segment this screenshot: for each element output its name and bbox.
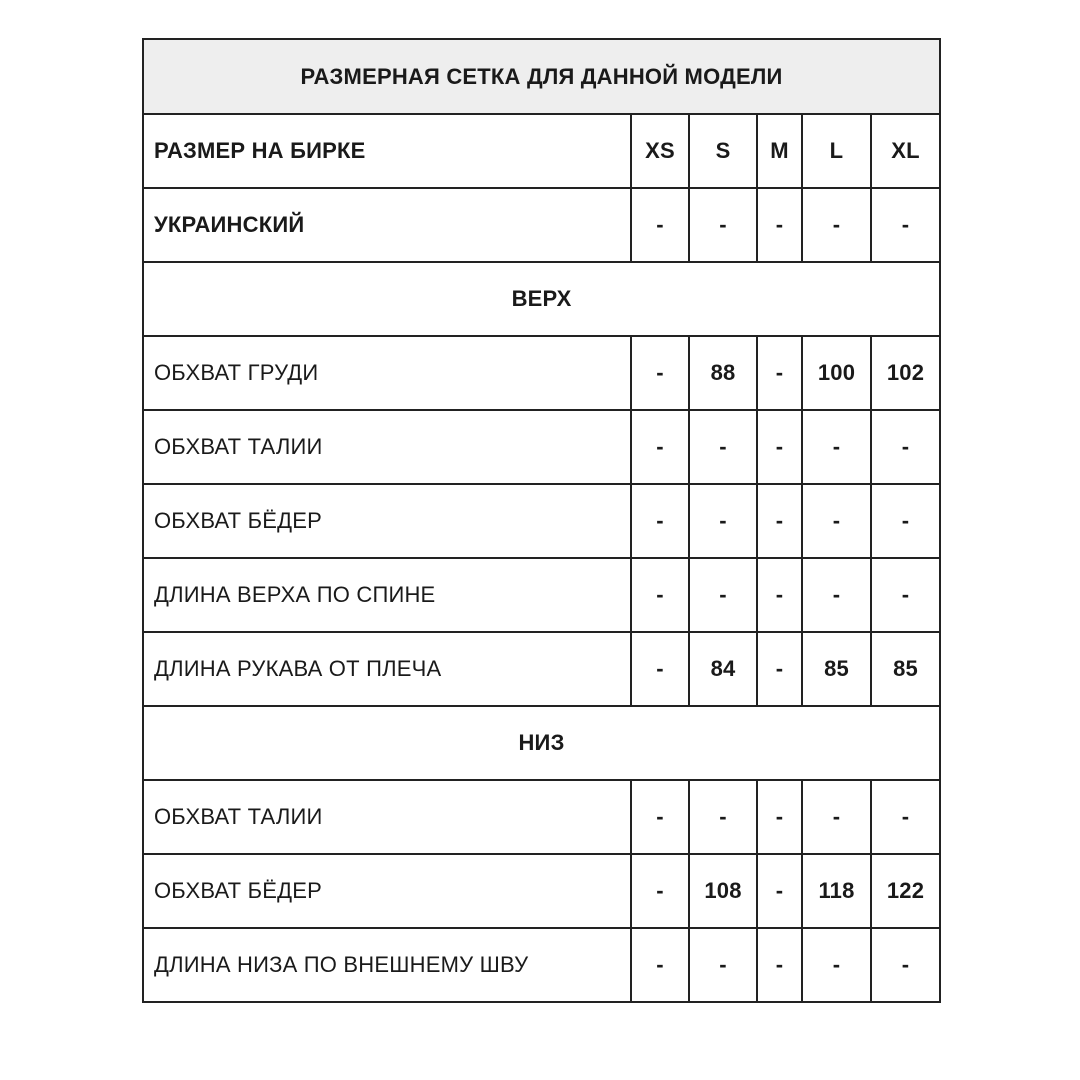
- table-cell: -: [871, 188, 940, 262]
- section-title-bottom: НИЗ: [143, 706, 940, 780]
- table-cell: 100: [802, 336, 871, 410]
- table-cell: -: [631, 780, 689, 854]
- table-cell: 84: [689, 632, 757, 706]
- table-cell: 85: [802, 632, 871, 706]
- size-header-xs: XS: [631, 114, 689, 188]
- table-cell: -: [802, 558, 871, 632]
- table-cell: -: [689, 780, 757, 854]
- table-cell: -: [802, 928, 871, 1002]
- table-cell: -: [689, 484, 757, 558]
- table-cell: -: [631, 410, 689, 484]
- table-cell: -: [757, 484, 802, 558]
- measure-label: ДЛИНА НИЗА ПО ВНЕШНЕМУ ШВУ: [143, 928, 631, 1002]
- table-cell: 108: [689, 854, 757, 928]
- table-cell: -: [802, 410, 871, 484]
- table-cell: -: [757, 780, 802, 854]
- table-cell: -: [757, 854, 802, 928]
- table-cell: -: [631, 632, 689, 706]
- table-cell: -: [631, 188, 689, 262]
- table-cell: -: [802, 780, 871, 854]
- table-cell: 102: [871, 336, 940, 410]
- table-row: [143, 928, 940, 1002]
- section-header-row-top: [143, 262, 940, 336]
- table-cell: -: [631, 854, 689, 928]
- table-cell: -: [757, 928, 802, 1002]
- table-cell: -: [871, 928, 940, 1002]
- size-header-xl: XL: [871, 114, 940, 188]
- table-cell: -: [757, 558, 802, 632]
- table-title: РАЗМЕРНАЯ СЕТКА ДЛЯ ДАННОЙ МОДЕЛИ: [143, 39, 940, 114]
- table-cell: -: [871, 484, 940, 558]
- table-cell: -: [631, 558, 689, 632]
- measure-label: ДЛИНА РУКАВА ОТ ПЛЕЧА: [143, 632, 631, 706]
- table-title-row: [143, 39, 940, 114]
- measure-label: ОБХВАТ ТАЛИИ: [143, 410, 631, 484]
- table-cell: -: [757, 410, 802, 484]
- table-cell: -: [871, 558, 940, 632]
- table-cell: -: [802, 484, 871, 558]
- table-row-ukrainian: [143, 188, 940, 262]
- size-chart-table: [142, 38, 941, 1003]
- table-cell: -: [689, 410, 757, 484]
- table-cell: -: [689, 558, 757, 632]
- table-cell: -: [871, 780, 940, 854]
- table-cell: -: [631, 336, 689, 410]
- table-cell: -: [757, 336, 802, 410]
- measure-label: ОБХВАТ БЁДЕР: [143, 484, 631, 558]
- table-cell: 118: [802, 854, 871, 928]
- table-row: [143, 780, 940, 854]
- ukrainian-label: УКРАИНСКИЙ: [143, 188, 631, 262]
- table-row: [143, 336, 940, 410]
- table-cell: 85: [871, 632, 940, 706]
- measure-label: ОБХВАТ ГРУДИ: [143, 336, 631, 410]
- table-cell: 88: [689, 336, 757, 410]
- table-row: [143, 410, 940, 484]
- size-tag-label: РАЗМЕР НА БИРКЕ: [143, 114, 631, 188]
- size-header-s: S: [689, 114, 757, 188]
- table-row: [143, 558, 940, 632]
- section-title-top: ВЕРХ: [143, 262, 940, 336]
- table-cell: -: [631, 928, 689, 1002]
- measure-label: ОБХВАТ ТАЛИИ: [143, 780, 631, 854]
- table-cell: -: [689, 188, 757, 262]
- table-cell: -: [757, 188, 802, 262]
- size-header-m: M: [757, 114, 802, 188]
- table-cell: -: [689, 928, 757, 1002]
- table-row: [143, 854, 940, 928]
- measure-label: ДЛИНА ВЕРХА ПО СПИНЕ: [143, 558, 631, 632]
- section-header-row-bottom: [143, 706, 940, 780]
- table-cell: -: [631, 484, 689, 558]
- table-row-size-tag: [143, 114, 940, 188]
- table-cell: -: [757, 632, 802, 706]
- table-cell: -: [802, 188, 871, 262]
- table-cell: -: [871, 410, 940, 484]
- table-row: [143, 484, 940, 558]
- measure-label: ОБХВАТ БЁДЕР: [143, 854, 631, 928]
- table-cell: 122: [871, 854, 940, 928]
- table-row: [143, 632, 940, 706]
- size-header-l: L: [802, 114, 871, 188]
